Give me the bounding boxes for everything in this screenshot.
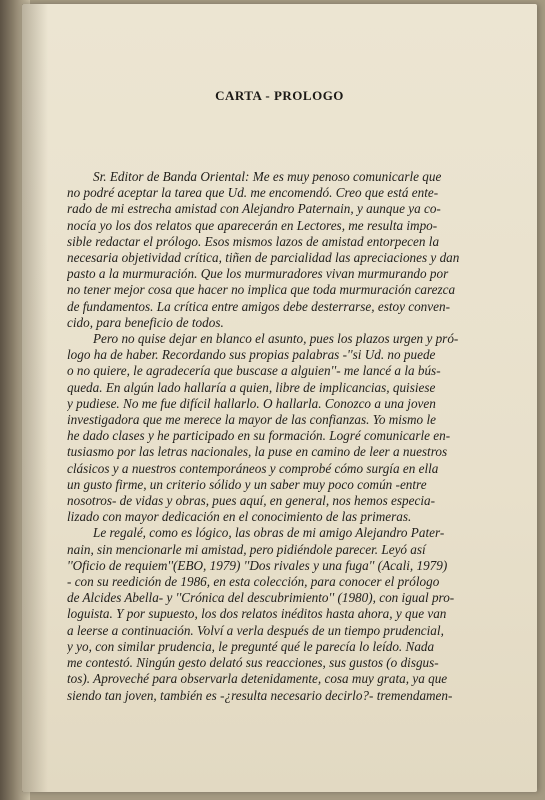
text-line: tos). Aproveché para observarla detenidamente, cosa muy grata, ya que [67, 671, 448, 687]
text-line: y pudiese. No me fue difícil hallarlo. O hallarla. Conozco a una joven [67, 395, 436, 411]
text-line: Sr. Editor de Banda Oriental: Me es muy penoso comunicarle que [93, 169, 442, 184]
text-line: nocía yo los dos relatos que aparecerán en Lectores, me resulta impo- [67, 217, 438, 233]
text-line: pasto a la murmuración. Que los murmuradores vivan murmurando por [67, 266, 449, 282]
text-line: ''Oficio de requiem''(EBO, 1979) ''Dos rivales y una fuga'' (Acali, 1979) [67, 557, 448, 573]
text-line: logo ha de haber. Recordando sus propias palabras -''si Ud. no puede [67, 347, 436, 363]
text-line: nosotros- de vidas y obras, pues aquí, en general, nos hemos especia- [67, 493, 435, 509]
text-line: Pero no quise dejar en blanco el asunto, pues los plazos urgen y pró- [93, 331, 459, 347]
text-line: cido, para beneficio de todos. [67, 314, 224, 330]
text-line: a leerse a continuación. Volví a verla después de un tiempo prudencial, [67, 622, 444, 638]
text-line: sible redactar el prólogo. Esos mismos lazos de amistad entorpecen la [67, 233, 440, 249]
book-page [22, 4, 537, 792]
text-line: me contestó. Ningún gesto delató sus reacciones, sus gustos (o disgus- [67, 655, 439, 671]
text-line: un gusto firme, un criterio sólido y un saber muy poco común -entre [67, 476, 427, 492]
text-line: no tener mejor cosa que hacer no implica que toda murmuración carezca [67, 282, 456, 298]
text-line: no podré aceptar la tarea que Ud. me encomendó. Creo que está ente- [67, 185, 439, 201]
text-line: y yo, con similar prudencia, le pregunté qué le parecía lo leído. Nada [67, 638, 435, 654]
text-line: he dado clases y he participado en su formación. Logré comunicarle en- [67, 428, 451, 444]
text-line: investigadora que me merece la mayor de las confianzas. Yo mismo le [67, 412, 436, 428]
text-line: siendo tan joven, también es -¿resulta necesario decirlo?- tremendamen- [67, 687, 453, 703]
text-line: lizado con mayor dedicación en el conocimiento de las primeras. [67, 509, 412, 525]
letter-body [67, 169, 507, 704]
text-line: o no quiere, le agradecería que buscase a alguien''- me lancé a la bús- [67, 363, 441, 379]
text-line: tusiasmo por las letras nacionales, la puse en camino de leer a nuestros [67, 444, 448, 460]
text-line: queda. En algún lado hallaría a quien, libre de implicancias, quisiese [67, 379, 436, 395]
page-title: CARTA - PROLOGO [215, 88, 344, 103]
text-line: nain, sin mencionarle mi amistad, pero pidiéndole parecer. Leyó así [67, 541, 426, 557]
text-line: necesaria objetividad crítica, tiñen de parcialidad las apreciaciones y dan [67, 250, 460, 266]
text-line: - con su reedición de 1986, en esta colección, para conocer el prólogo [67, 574, 440, 590]
text-line: loguista. Y por supuesto, los dos relatos inéditos hasta ahora, y que van [67, 606, 447, 622]
text-line: clásicos y a nuestros contemporáneos y comprobé cómo surgía en ella [67, 460, 439, 476]
text-line: rado de mi estrecha amistad con Alejandro Paternain, y aunque ya co- [67, 201, 441, 217]
text-line: Le regalé, como es lógico, las obras de mi amigo Alejandro Pater- [93, 525, 445, 541]
text-line: de fundamentos. La crítica entre amigos debe desterrarse, estoy conven- [67, 298, 450, 314]
text-line: de Alcides Abella- y ''Crónica del descubrimiento'' (1980), con igual pro- [67, 590, 455, 606]
